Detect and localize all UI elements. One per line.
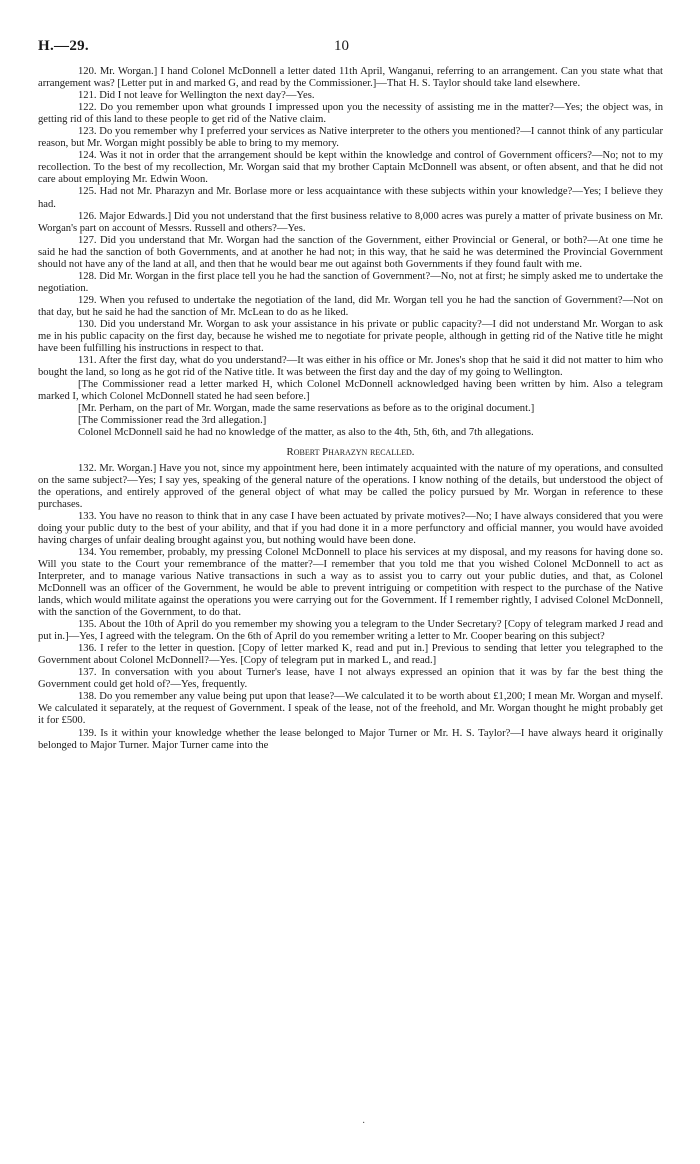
page-header bbox=[38, 38, 663, 64]
paragraph-139: 139. Is it within your knowledge whether the lease belonged to Major Turner or Mr. H. S. Taylor?—I have always heard it originally belonged to Major Turner. Major Turner came into the bbox=[38, 727, 663, 751]
section-heading: Robert Pharazyn recalled. bbox=[286, 446, 415, 459]
paragraph-126: 126. Major Edwards.] Did you not understand that the first business relative to 8,000 acres was purely a matter of private business on Mr. Worgan's part on account of Messrs. Russell and others?—Yes. bbox=[38, 210, 663, 234]
paragraph-131: 131. After the first day, what do you understand?—It was either in his office or Mr. Jones's shop that he said it did not matter to him who bought the land, so long as he got rid of the Native title. It was between the first day and the day of my going to Wellington. bbox=[38, 355, 663, 379]
mcdonnell-statement: Colonel McDonnell said he had no knowledge of the matter, as also to the 4th, 5th, 6th, and 7th allegations. bbox=[78, 427, 534, 439]
bracket-note-letter-h: [The Commissioner read a letter marked H, which Colonel McDonnell acknowledged having been written by him. Also a telegram marked I, which Colonel McDonnell stated he had seen before.] bbox=[38, 379, 663, 403]
document-reference: H.—29. bbox=[38, 38, 89, 54]
page-number: 10 bbox=[334, 38, 349, 54]
paragraph-138: 138. Do you remember any value being put upon that lease?—We calculated it to be worth about £1,200; I mean Mr. Worgan and myself. We calculated it separately, at the request of Government. I speak of the lease, not of the freehold, and Mr. Worgan thought he might probably get it for £500. bbox=[38, 691, 663, 727]
paragraph-122: 122. Do you remember upon what grounds I impressed upon you the necessity of assisting me in the matter?—Yes; the object was, in getting rid of this land to these people to get rid of the Native claim. bbox=[38, 102, 663, 126]
paragraph-124: 124. Was it not in order that the arrangement should be kept within the knowledge and control of Government officers?—No; not to my recollection. To the best of my recollection, Mr. Worgan said that my brother Captain McDonnell was absent, or often absent, and that he did not care about employing Mr. Edwin Woon. bbox=[38, 150, 663, 186]
document-page bbox=[38, 38, 663, 1148]
paragraph-132: 132. Mr. Worgan.] Have you not, since my appointment here, been intimately acquainted with the nature of my operations, and consulted on the same subject?—Yes; I say yes, speaking of the general nature of the operations. I know nothing of the details, but understood the object of the operations, and entirely approved of the general object of what may be called the policy pursued by Mr. Worgan in reference to these purchases. bbox=[38, 462, 663, 510]
bracket-note-3rd-allegation: [The Commissioner read the 3rd allegation.] bbox=[78, 415, 267, 427]
paragraph-130: 130. Did you understand Mr. Worgan to ask your assistance in his private or public capacity?—I did not understand Mr. Worgan to ask me in his public capacity on the first day, because he wished me to negotiate for private people, although in getting rid of the Native title he might have been fulfilling his instructions in respect to that. bbox=[38, 318, 663, 355]
document-body bbox=[38, 66, 663, 752]
bracket-note-perham: [Mr. Perham, on the part of Mr. Worgan, made the same reservations as before as to the original document.] bbox=[78, 403, 535, 415]
paragraph-133: 133. You have no reason to think that in any case I have been actuated by private motives?—No; I have always considered that you were doing your public duty to the best of your ability, and that if you had done it in a more perfunctory and official manner, you would have avoided having charges of unfair dealing brought against you, but nothing would have been done. bbox=[38, 510, 663, 546]
paragraph-134: 134. You remember, probably, my pressing Colonel McDonnell to place his services at my disposal, and my reasons for having done so. Will you state to the Court your remembrance of the matter?—I remember that you told me that you wished Colonel McDonnell to act as Interpreter, and to manage various Native transactions in such a way as to assist you to carry out your public duties, and that, as Colonel McDonnell was an officer of the Government, he would be able to prevent intriguing or competition with respect to the purchase of the Native lands, which would militate against the operations you were carrying out for the Government. If I remember rightly, I advised Colonel McDonnell, with the sanction of the Government, to do that. bbox=[38, 546, 663, 619]
paragraph-123: 123. Do you remember why I preferred your services as Native interpreter to the others you mentioned?—I cannot think of any particular reason, but Mr. Worgan might possibly be able to bring to my memory. bbox=[38, 126, 663, 150]
paragraph-121: 121. Did I not leave for Wellington the next day?—Yes. bbox=[78, 90, 315, 102]
paragraph-137: 137. In conversation with you about Turner's lease, have I not always expressed an opinion that it was by far the best thing the Government could get hold of?—Yes, frequently. bbox=[38, 667, 663, 691]
paragraph-129: 129. When you refused to undertake the negotiation of the land, did Mr. Worgan tell you he had the sanction of Government?—Not on that day, but he said he had the sanction of Mr. McLean to do as he liked. bbox=[38, 294, 663, 318]
paragraph-127: 127. Did you understand that Mr. Worgan had the sanction of the Government, either Provincial or General, or both?—At one time he said he had the sanction of both Governments, and at another he had not; in this way, that he said he was determined the Provincial Government should not have any of the land at all, and then that he would bear me out against both Governments if they found fault with me. bbox=[38, 234, 663, 270]
paragraph-128: 128. Did Mr. Worgan in the first place tell you he had the sanction of Government?—No, not at first; he simply asked me to undertake the negotiation. bbox=[38, 270, 663, 294]
paragraph-135: 135. About the 10th of April do you remember my showing you a telegram to the Under Secretary? [Copy of telegram marked J read and put in.]—Yes, I agreed with the telegram. On the 6th of April do you remember writing a letter to Mr. Cooper bearing on this subject? bbox=[38, 619, 663, 643]
paragraph-120: 120. Mr. Worgan.] I hand Colonel McDonnell a letter dated 11th April, Wanganui, referring to an arrangement. Can you state what that arrangement was? [Letter put in and marked G, and read by the Commissioner.]—That H. S. Taylor should take land elsewhere. bbox=[38, 66, 663, 90]
page-mark: · bbox=[362, 1118, 366, 1129]
paragraph-136: 136. I refer to the letter in question. [Copy of letter marked K, read and put in.] Previous to sending that letter you telegraphed to the Government about Colonel McDonnell?—Yes. [Copy of telegram put in marked L, and read.] bbox=[38, 643, 663, 667]
paragraph-125: 125. Had not Mr. Pharazyn and Mr. Borlase more or less acquaintance with these subjects within your knowledge?—Yes; I believe they had. bbox=[38, 186, 663, 210]
